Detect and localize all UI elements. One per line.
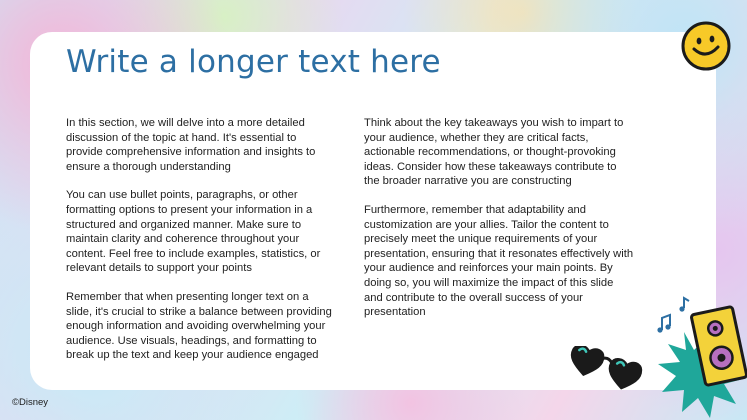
music-notes-icon — [657, 298, 689, 333]
paragraph: Remember that when presenting longer text on a slide, it's crucial to strike a balance between providing enough information and avoiding overwhelming your audience. Use visuals, headings, and formatting to break up the text and keep your audience engaged — [66, 290, 332, 362]
paragraph: Think about the key takeaways you wish to impart to your audience, whether they are critical facts, actionable recommendations, or thought-provoking ideas. Consider how these takeaways contribute to the broader narrative you are constructing — [364, 117, 624, 188]
left-column — [66, 116, 336, 377]
speaker-icon — [654, 292, 747, 420]
paragraph: You can use bullet points, paragraphs, or other formatting options to present your information in a structured and organized manner. Make sure to maintain clarity and coherence throughout your content. Feel free to include examples, statistics, or relevant details to support your points — [66, 189, 321, 275]
right-column — [364, 116, 634, 334]
paragraph: In this section, we will delve into a more detailed discussion of the topic at hand. It's essential to provide comprehensive information and insights to ensure a thorough understanding — [66, 117, 316, 173]
paragraph: Furthermore, remember that adaptability and customization are your allies. Tailor the content to precisely meet the unique requirements of your presentation, ensuring that it resonates effectively with your audience and reinforces your main points. By doing so, you will maximize the impact of this slide and contribute to the overall success of your presentation — [364, 203, 634, 319]
copyright-credit: ©Disney — [12, 397, 49, 408]
slide-title: Write a longer text here — [66, 44, 441, 80]
smiley-face-icon — [680, 20, 732, 72]
heart-sunglasses-icon — [562, 346, 648, 404]
